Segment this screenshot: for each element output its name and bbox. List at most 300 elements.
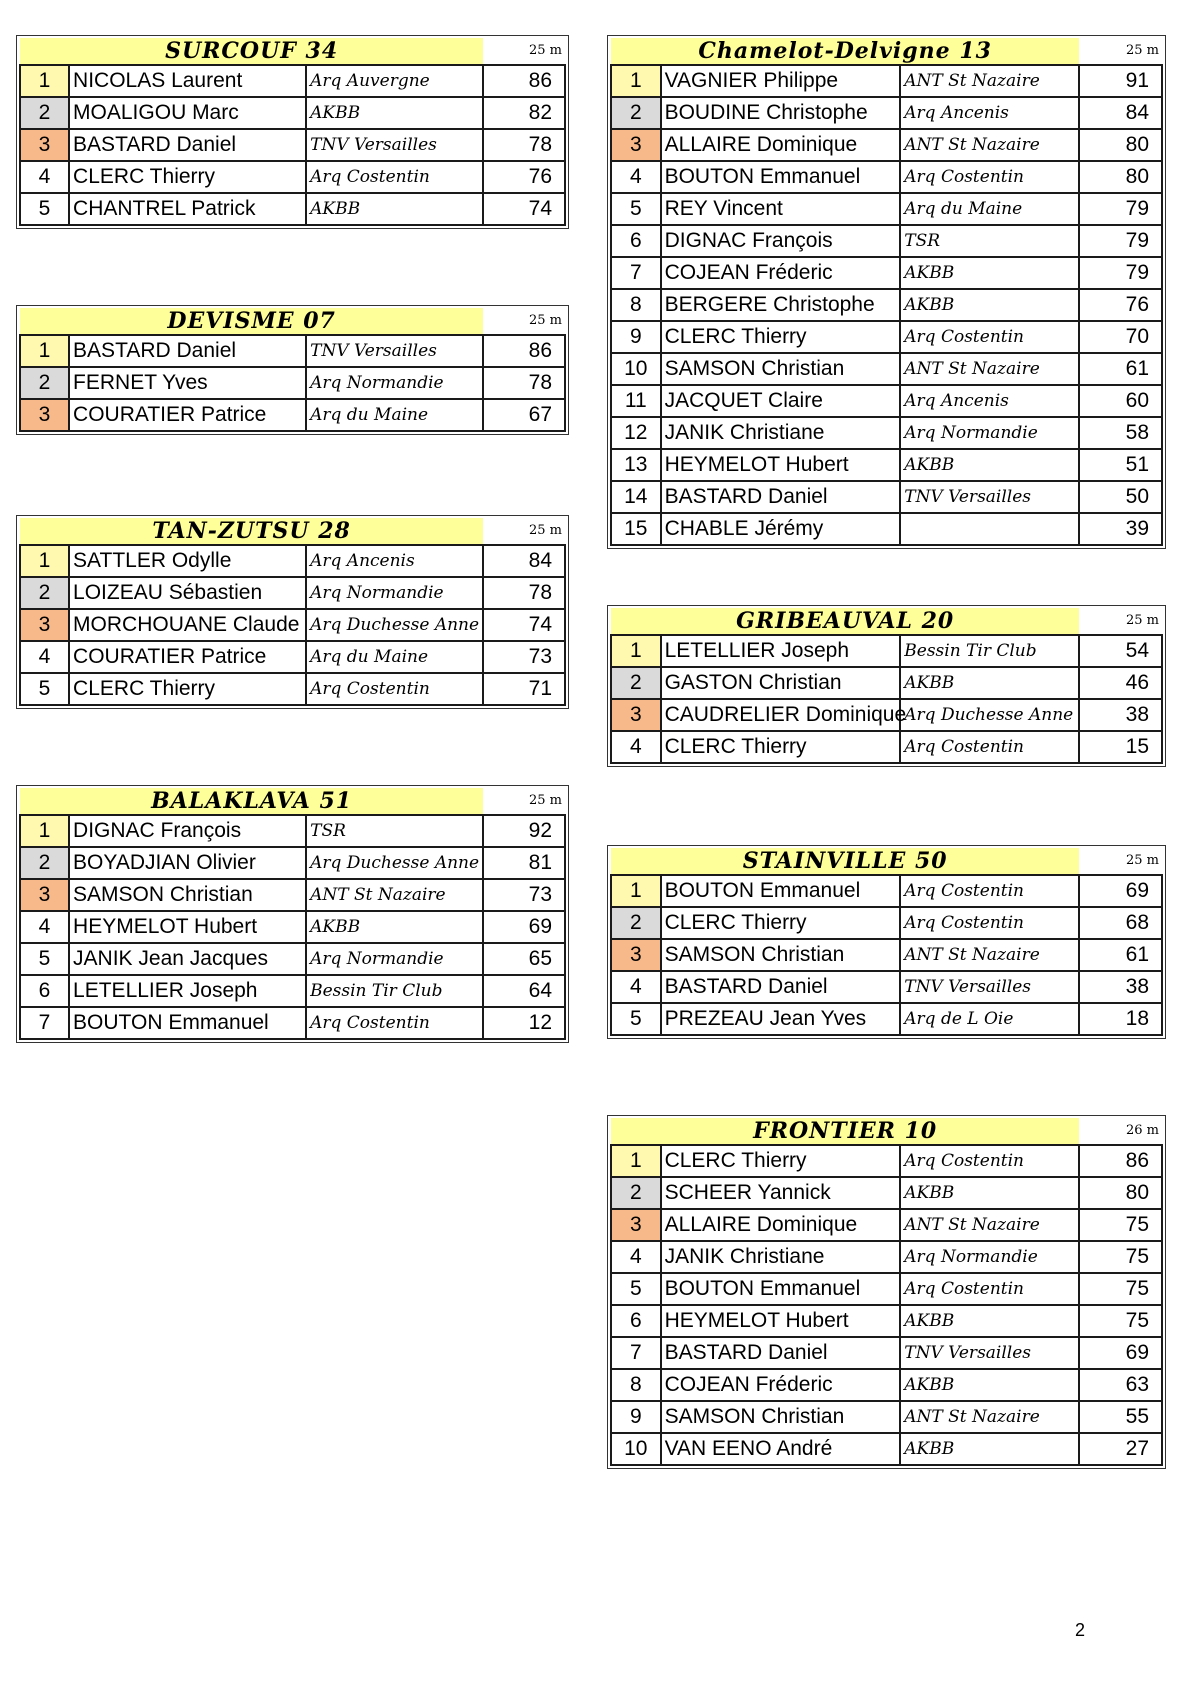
club-name: AKBB (900, 289, 1079, 321)
archer-name: VAN EENO André (661, 1433, 901, 1465)
table-row (611, 1337, 1162, 1369)
rank-cell: 4 (611, 161, 661, 193)
score-cell: 63 (1079, 1369, 1162, 1401)
club-name: Arq du Maine (306, 641, 483, 673)
table-row (20, 129, 565, 161)
score-cell: 69 (1079, 1337, 1162, 1369)
table-row (611, 449, 1162, 481)
club-name: Bessin Tir Club (306, 975, 483, 1007)
table-title: TAN-ZUTSU 28 (20, 518, 483, 545)
score-cell: 75 (1079, 1305, 1162, 1337)
archer-name: ALLAIRE Dominique (661, 1209, 901, 1241)
archer-name: BERGERE Christophe (661, 289, 901, 321)
archer-name: DIGNAC François (661, 225, 901, 257)
rank-cell: 13 (611, 449, 661, 481)
score-cell: 78 (483, 367, 565, 399)
club-name: AKBB (900, 1305, 1079, 1337)
score-cell: 79 (1079, 193, 1162, 225)
score-cell: 80 (1079, 129, 1162, 161)
club-name: Arq du Maine (306, 399, 483, 431)
table-row (611, 1369, 1162, 1401)
club-name: Arq Ancenis (306, 545, 483, 577)
archer-name: CHANTREL Patrick (69, 193, 306, 225)
club-name: Arq de L Oie (900, 1003, 1079, 1035)
table-row (611, 97, 1162, 129)
club-name: AKBB (900, 1369, 1079, 1401)
table-title: Chamelot-Delvigne 13 (611, 38, 1079, 65)
score-cell: 58 (1079, 417, 1162, 449)
club-name: Arq Costentin (900, 321, 1079, 353)
score-cell: 67 (483, 399, 565, 431)
rank-cell: 3 (611, 129, 661, 161)
club-name: Arq Duchesse Anne (306, 609, 483, 641)
rank-cell: 14 (611, 481, 661, 513)
archer-name: COJEAN Fréderic (661, 1369, 901, 1401)
archer-name: HEYMELOT Hubert (69, 911, 306, 943)
rank-cell: 4 (611, 971, 661, 1003)
rank-cell: 3 (611, 699, 661, 731)
archer-name: DIGNAC François (69, 815, 306, 847)
distance-label: 25 m (1079, 608, 1162, 635)
score-cell: 92 (483, 815, 565, 847)
club-name: Arq Costentin (306, 1007, 483, 1039)
club-name: Arq Duchesse Anne (900, 699, 1079, 731)
table-header-row (20, 518, 565, 545)
club-name: ANT St Nazaire (900, 129, 1079, 161)
table-row (611, 385, 1162, 417)
rank-cell: 10 (611, 353, 661, 385)
score-cell: 75 (1079, 1241, 1162, 1273)
club-name: TNV Versailles (900, 481, 1079, 513)
table-row (20, 943, 565, 975)
table-row (611, 513, 1162, 545)
page-number: 2 (1075, 1620, 1086, 1640)
club-name: Arq Auvergne (306, 65, 483, 97)
rank-cell: 2 (611, 667, 661, 699)
rank-cell: 4 (20, 641, 69, 673)
table-row (611, 225, 1162, 257)
archer-name: CAUDRELIER Dominique (661, 699, 901, 731)
rank-cell: 2 (20, 367, 69, 399)
distance-label: 25 m (483, 788, 565, 815)
table-title: GRIBEAUVAL 20 (611, 608, 1079, 635)
score-cell: 51 (1079, 449, 1162, 481)
archer-name: JANIK Jean Jacques (69, 943, 306, 975)
ranking-table-surcouf (16, 35, 569, 229)
distance-label: 26 m (1079, 1118, 1162, 1145)
score-cell: 69 (1079, 875, 1162, 907)
score-cell: 50 (1079, 481, 1162, 513)
table-row (611, 161, 1162, 193)
table-row (20, 641, 565, 673)
score-cell: 74 (483, 609, 565, 641)
rank-cell: 3 (20, 879, 69, 911)
distance-label: 25 m (483, 308, 565, 335)
table-row (20, 1007, 565, 1039)
score-cell: 64 (483, 975, 565, 1007)
score-cell: 86 (483, 65, 565, 97)
club-name: AKBB (900, 1433, 1079, 1465)
score-cell: 71 (483, 673, 565, 705)
archer-name: COURATIER Patrice (69, 399, 306, 431)
club-name: Arq Costentin (900, 1273, 1079, 1305)
archer-name: CLERC Thierry (661, 731, 901, 763)
score-cell: 38 (1079, 971, 1162, 1003)
table-title: DEVISME 07 (20, 308, 483, 335)
table-header-row (611, 1118, 1162, 1145)
rank-cell: 2 (20, 577, 69, 609)
table-row (20, 911, 565, 943)
archer-name: LOIZEAU Sébastien (69, 577, 306, 609)
rank-cell: 5 (20, 193, 69, 225)
table-row (20, 609, 565, 641)
club-name: ANT St Nazaire (900, 1209, 1079, 1241)
archer-name: BOUTON Emmanuel (661, 1273, 901, 1305)
club-name: ANT St Nazaire (900, 1401, 1079, 1433)
table-row (611, 699, 1162, 731)
table-row (611, 1273, 1162, 1305)
rank-cell: 11 (611, 385, 661, 417)
table-row (611, 321, 1162, 353)
table-row (611, 1209, 1162, 1241)
club-name: Arq Costentin (900, 1145, 1079, 1177)
table-row (20, 815, 565, 847)
table-row (611, 1305, 1162, 1337)
club-name: ANT St Nazaire (900, 353, 1079, 385)
table-row (611, 257, 1162, 289)
table-row (611, 129, 1162, 161)
score-cell: 15 (1079, 731, 1162, 763)
table-row (611, 731, 1162, 763)
rank-cell: 1 (20, 65, 69, 97)
rank-cell: 3 (20, 129, 69, 161)
club-name: Arq Costentin (306, 161, 483, 193)
ranking-table-balaklava (16, 785, 569, 1043)
archer-name: BOUDINE Christophe (661, 97, 901, 129)
club-name: Bessin Tir Club (900, 635, 1079, 667)
ranking-table-stainville (607, 845, 1166, 1039)
club-name: AKBB (900, 667, 1079, 699)
rank-cell: 5 (611, 193, 661, 225)
table-row (20, 367, 565, 399)
club-name: Arq Normandie (306, 367, 483, 399)
archer-name: LETELLIER Joseph (661, 635, 901, 667)
archer-name: CLERC Thierry (69, 161, 306, 193)
table-row (20, 65, 565, 97)
archer-name: FERNET Yves (69, 367, 306, 399)
club-name: Arq Normandie (306, 943, 483, 975)
table-header-row (20, 308, 565, 335)
score-cell: 65 (483, 943, 565, 975)
table-title: SURCOUF 34 (20, 38, 483, 65)
club-name: TNV Versailles (306, 129, 483, 161)
archer-name: BOYADJIAN Olivier (69, 847, 306, 879)
club-name (900, 513, 1079, 545)
score-cell: 60 (1079, 385, 1162, 417)
ranking-table-frontier (607, 1115, 1166, 1469)
club-name: Arq Costentin (900, 731, 1079, 763)
rank-cell: 7 (20, 1007, 69, 1039)
rank-cell: 5 (611, 1273, 661, 1305)
ranking-table-gribeauval (607, 605, 1166, 767)
score-cell: 75 (1079, 1209, 1162, 1241)
club-name: Arq Normandie (900, 417, 1079, 449)
archer-name: BASTARD Daniel (661, 481, 901, 513)
table-row (611, 1401, 1162, 1433)
club-name: Arq Costentin (900, 875, 1079, 907)
score-cell: 27 (1079, 1433, 1162, 1465)
archer-name: CLERC Thierry (661, 321, 901, 353)
rank-cell: 3 (611, 939, 661, 971)
table-row (611, 65, 1162, 97)
club-name: AKBB (900, 1177, 1079, 1209)
score-cell: 86 (483, 335, 565, 367)
rank-cell: 4 (20, 161, 69, 193)
score-cell: 61 (1079, 939, 1162, 971)
archer-name: COURATIER Patrice (69, 641, 306, 673)
rank-cell: 6 (611, 225, 661, 257)
table-row (20, 335, 565, 367)
distance-label: 25 m (483, 38, 565, 65)
club-name: AKBB (900, 449, 1079, 481)
table-header-row (611, 38, 1162, 65)
rank-cell: 1 (611, 635, 661, 667)
score-cell: 69 (483, 911, 565, 943)
score-cell: 82 (483, 97, 565, 129)
table-row (611, 971, 1162, 1003)
rank-cell: 8 (611, 1369, 661, 1401)
archer-name: REY Vincent (661, 193, 901, 225)
club-name: TSR (306, 815, 483, 847)
ranking-table-tan-zutsu (16, 515, 569, 709)
club-name: Arq Normandie (900, 1241, 1079, 1273)
table-row (611, 1433, 1162, 1465)
table-header-row (611, 608, 1162, 635)
table-row (611, 417, 1162, 449)
archer-name: CHABLE Jérémy (661, 513, 901, 545)
score-cell: 79 (1079, 257, 1162, 289)
archer-name: ALLAIRE Dominique (661, 129, 901, 161)
archer-name: PREZEAU Jean Yves (661, 1003, 901, 1035)
rank-cell: 2 (611, 97, 661, 129)
table-header-row (20, 38, 565, 65)
archer-name: NICOLAS Laurent (69, 65, 306, 97)
table-title: BALAKLAVA 51 (20, 788, 483, 815)
archer-name: JANIK Christiane (661, 1241, 901, 1273)
table-title: STAINVILLE 50 (611, 848, 1079, 875)
ranking-table-devisme (16, 305, 569, 435)
club-name: Arq Costentin (900, 907, 1079, 939)
table-row (611, 635, 1162, 667)
rank-cell: 2 (611, 1177, 661, 1209)
score-cell: 18 (1079, 1003, 1162, 1035)
rank-cell: 7 (611, 257, 661, 289)
table-row (20, 577, 565, 609)
rank-cell: 7 (611, 1337, 661, 1369)
club-name: ANT St Nazaire (306, 879, 483, 911)
rank-cell: 10 (611, 1433, 661, 1465)
score-cell: 78 (483, 129, 565, 161)
club-name: TNV Versailles (900, 971, 1079, 1003)
score-cell: 76 (483, 161, 565, 193)
club-name: Arq Normandie (306, 577, 483, 609)
rank-cell: 15 (611, 513, 661, 545)
score-cell: 79 (1079, 225, 1162, 257)
archer-name: SCHEER Yannick (661, 1177, 901, 1209)
table-row (611, 939, 1162, 971)
table-row (611, 1145, 1162, 1177)
score-cell: 78 (483, 577, 565, 609)
archer-name: BOUTON Emmanuel (661, 161, 901, 193)
club-name: TSR (900, 225, 1079, 257)
club-name: Arq du Maine (900, 193, 1079, 225)
score-cell: 39 (1079, 513, 1162, 545)
club-name: Arq Ancenis (900, 385, 1079, 417)
club-name: AKBB (306, 97, 483, 129)
rank-cell: 3 (611, 1209, 661, 1241)
score-cell: 81 (483, 847, 565, 879)
archer-name: LETELLIER Joseph (69, 975, 306, 1007)
table-row (20, 161, 565, 193)
club-name: Arq Costentin (900, 161, 1079, 193)
archer-name: CLERC Thierry (661, 907, 901, 939)
rank-cell: 1 (20, 335, 69, 367)
table-row (20, 193, 565, 225)
table-header-row (20, 788, 565, 815)
rank-cell: 5 (20, 943, 69, 975)
rank-cell: 1 (20, 545, 69, 577)
score-cell: 84 (1079, 97, 1162, 129)
table-row (611, 193, 1162, 225)
archer-name: JANIK Christiane (661, 417, 901, 449)
table-row (20, 399, 565, 431)
rank-cell: 1 (20, 815, 69, 847)
club-name: Arq Duchesse Anne (306, 847, 483, 879)
rank-cell: 9 (611, 321, 661, 353)
score-cell: 75 (1079, 1273, 1162, 1305)
archer-name: SAMSON Christian (661, 939, 901, 971)
table-row (611, 667, 1162, 699)
rank-cell: 4 (611, 1241, 661, 1273)
table-title: FRONTIER 10 (611, 1118, 1079, 1145)
rank-cell: 9 (611, 1401, 661, 1433)
score-cell: 54 (1079, 635, 1162, 667)
club-name: ANT St Nazaire (900, 939, 1079, 971)
archer-name: BASTARD Daniel (69, 335, 306, 367)
club-name: AKBB (900, 257, 1079, 289)
club-name: TNV Versailles (306, 335, 483, 367)
score-cell: 46 (1079, 667, 1162, 699)
archer-name: COJEAN Fréderic (661, 257, 901, 289)
table-row (20, 673, 565, 705)
score-cell: 91 (1079, 65, 1162, 97)
table-row (20, 847, 565, 879)
archer-name: BASTARD Daniel (69, 129, 306, 161)
table-row (611, 353, 1162, 385)
score-cell: 84 (483, 545, 565, 577)
score-cell: 76 (1079, 289, 1162, 321)
archer-name: HEYMELOT Hubert (661, 449, 901, 481)
rank-cell: 4 (611, 731, 661, 763)
archer-name: SAMSON Christian (69, 879, 306, 911)
score-cell: 55 (1079, 1401, 1162, 1433)
rank-cell: 12 (611, 417, 661, 449)
archer-name: CLERC Thierry (661, 1145, 901, 1177)
club-name: Arq Costentin (306, 673, 483, 705)
archer-name: BASTARD Daniel (661, 971, 901, 1003)
score-cell: 73 (483, 641, 565, 673)
table-row (20, 97, 565, 129)
archer-name: SATTLER Odylle (69, 545, 306, 577)
archer-name: SAMSON Christian (661, 1401, 901, 1433)
club-name: AKBB (306, 193, 483, 225)
archer-name: BASTARD Daniel (661, 1337, 901, 1369)
archer-name: VAGNIER Philippe (661, 65, 901, 97)
rank-cell: 5 (611, 1003, 661, 1035)
rank-cell: 5 (20, 673, 69, 705)
archer-name: HEYMELOT Hubert (661, 1305, 901, 1337)
score-cell: 12 (483, 1007, 565, 1039)
distance-label: 25 m (1079, 848, 1162, 875)
table-header-row (611, 848, 1162, 875)
archer-name: MOALIGOU Marc (69, 97, 306, 129)
rank-cell: 8 (611, 289, 661, 321)
table-row (611, 1177, 1162, 1209)
table-row (611, 875, 1162, 907)
distance-label: 25 m (483, 518, 565, 545)
table-row (611, 481, 1162, 513)
rank-cell: 2 (20, 97, 69, 129)
archer-name: CLERC Thierry (69, 673, 306, 705)
archer-name: MORCHOUANE Claude (69, 609, 306, 641)
score-cell: 74 (483, 193, 565, 225)
rank-cell: 6 (611, 1305, 661, 1337)
club-name: ANT St Nazaire (900, 65, 1079, 97)
club-name: TNV Versailles (900, 1337, 1079, 1369)
rank-cell: 2 (20, 847, 69, 879)
ranking-table-chamelot-delvigne (607, 35, 1166, 549)
score-cell: 68 (1079, 907, 1162, 939)
score-cell: 86 (1079, 1145, 1162, 1177)
table-row (20, 879, 565, 911)
archer-name: SAMSON Christian (661, 353, 901, 385)
score-cell: 38 (1079, 699, 1162, 731)
table-row (611, 289, 1162, 321)
table-row (20, 975, 565, 1007)
table-row (611, 1241, 1162, 1273)
rank-cell: 1 (611, 1145, 661, 1177)
archer-name: BOUTON Emmanuel (69, 1007, 306, 1039)
score-cell: 73 (483, 879, 565, 911)
score-cell: 61 (1079, 353, 1162, 385)
archer-name: JACQUET Claire (661, 385, 901, 417)
rank-cell: 6 (20, 975, 69, 1007)
archer-name: BOUTON Emmanuel (661, 875, 901, 907)
rank-cell: 1 (611, 875, 661, 907)
table-row (20, 545, 565, 577)
score-cell: 80 (1079, 1177, 1162, 1209)
club-name: Arq Ancenis (900, 97, 1079, 129)
rank-cell: 4 (20, 911, 69, 943)
club-name: AKBB (306, 911, 483, 943)
score-cell: 80 (1079, 161, 1162, 193)
table-row (611, 907, 1162, 939)
rank-cell: 1 (611, 65, 661, 97)
rank-cell: 3 (20, 399, 69, 431)
rank-cell: 2 (611, 907, 661, 939)
score-cell: 70 (1079, 321, 1162, 353)
distance-label: 25 m (1079, 38, 1162, 65)
